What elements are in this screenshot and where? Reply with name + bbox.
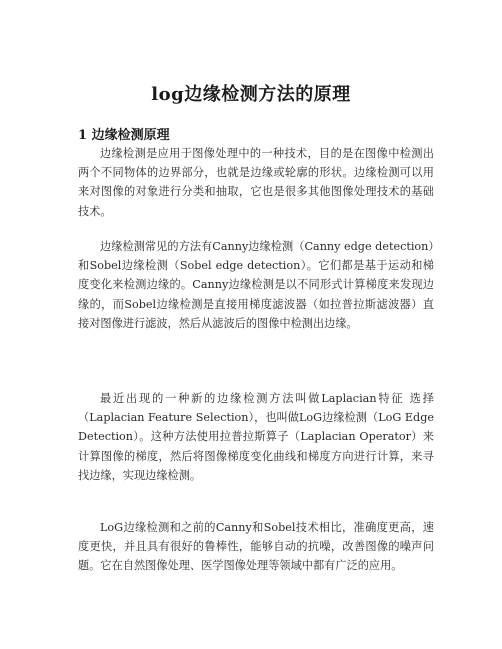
paragraph-4: LoG边缘检测和之前的Canny和Sobel技术相比，准确度更高，速度更快，并且具有很好的鲁棒性，能够自动的抗噪，改善图像的噪声问题。它在自然图像处理、医学图像处理等领域中都有广泛的应用。 — [78, 521, 434, 573]
paragraph-1: 边缘检测是应用于图像处理中的一种技术，目的是在图像中检测出两个不同物体的边界部分，也就是边缘或轮廓的形状。边缘检测可以用来对图像的对象进行分类和抽取，它也是很多其他图像处理技术的基础技术。 — [78, 147, 434, 218]
document-title: log边缘检测方法的原理 — [151, 84, 351, 105]
paragraph-3: 最近出现的一种新的边缘检测方法叫做Laplacian特征 选择（Laplacian Feature Selection），也叫做LoG边缘检测（LoG Edge Detection）。这种方法使用拉普拉斯算子（Laplacian Operator）来计算图像的梯度，然后将图像梯度变化曲线和梯度方向进行计算，来寻找边缘，实现边缘检测。 — [78, 392, 434, 482]
section-heading: 1 边缘检测原理 — [78, 128, 170, 143]
paragraph-2: 边缘检测常见的方法有Canny边缘检测（Canny edge detection）和Sobel边缘检测（Sobel edge detection）。它们都是基于运动和梯度变化来检测边缘的。Canny边缘检测是以不同形式计算梯度来发现边缘的，而Sobel边缘检测是直接用梯度滤波器（如拉普拉斯滤波器）直接对图像进行滤波，然后从滤波后的图像中检测出边缘。 — [78, 240, 434, 330]
